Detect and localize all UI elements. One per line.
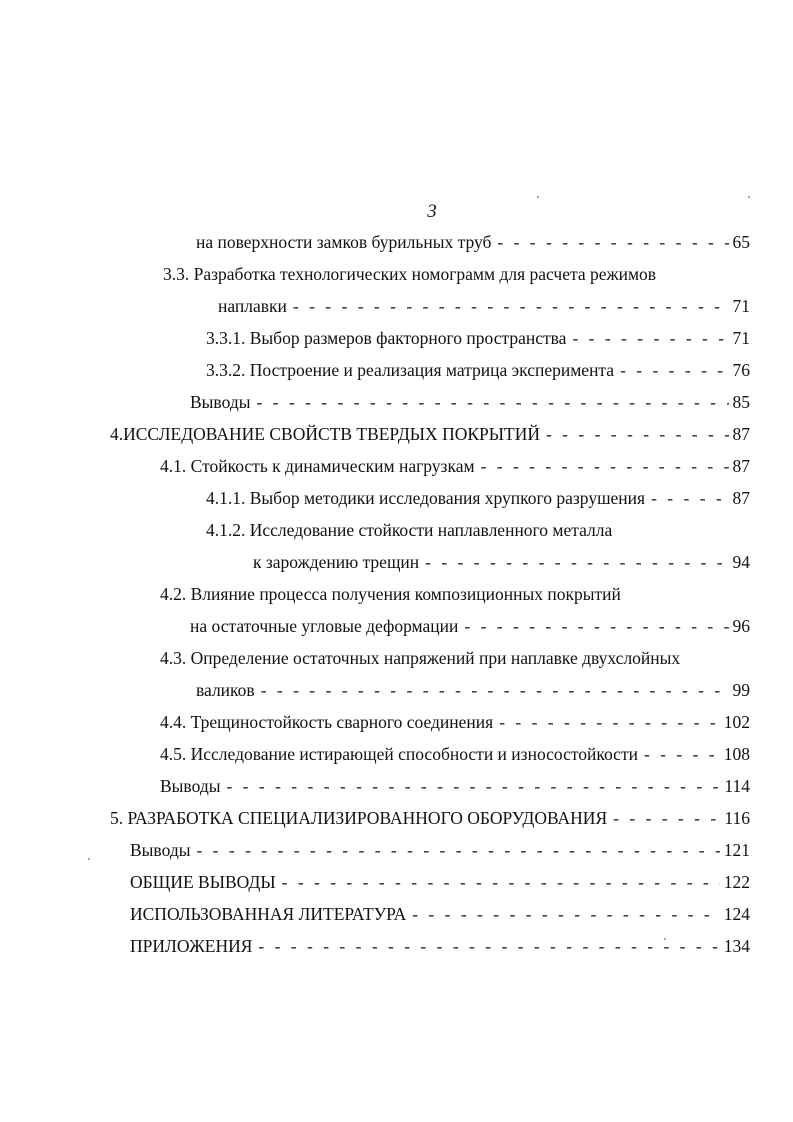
toc-leader	[572, 326, 728, 350]
toc-entry	[130, 838, 750, 862]
toc-entry	[218, 294, 750, 318]
toc-entry	[163, 262, 656, 286]
toc-entry	[110, 806, 750, 830]
toc-entry-page: 96	[732, 616, 750, 636]
toc-entry-title: Выводы	[190, 392, 251, 412]
toc-entry	[130, 870, 750, 894]
toc-leader	[497, 230, 728, 254]
toc-entry-page: 94	[732, 552, 750, 572]
toc-leader	[546, 422, 729, 446]
toc-entry-page: 65	[732, 232, 750, 252]
toc-entry-page: 124	[723, 904, 750, 924]
toc-entry-title: к зарождению трещин	[253, 552, 420, 572]
toc-entry-title: ОБЩИЕ ВЫВОДЫ	[130, 872, 276, 892]
toc-entry	[206, 358, 750, 382]
toc-entry-title: ПРИЛОЖЕНИЯ	[130, 936, 253, 956]
toc-entry-page: 85	[732, 392, 750, 412]
toc-leader	[651, 486, 728, 510]
toc-entry-page: 87	[732, 456, 750, 476]
toc-leader	[464, 614, 728, 638]
toc-entry	[206, 486, 750, 510]
toc-entry-page: 87	[732, 424, 750, 444]
toc-entry-page: 71	[732, 328, 750, 348]
toc-entry	[160, 774, 750, 798]
toc-entry-page: 102	[723, 712, 750, 732]
toc-entry	[130, 902, 750, 926]
toc-entry	[206, 326, 750, 350]
toc-entry-title: 4.1.2. Исследование стойкости наплавленного металла	[206, 520, 613, 540]
toc-entry	[160, 582, 621, 606]
toc-entry	[160, 710, 750, 734]
toc-leader	[481, 454, 729, 478]
toc-leader	[282, 870, 720, 894]
toc-entry-page: 122	[723, 872, 750, 892]
toc-leader	[293, 294, 729, 318]
toc-leader	[196, 838, 719, 862]
toc-entry-title: на поверхности замков бурильных труб	[196, 232, 492, 252]
toc-leader	[499, 710, 720, 734]
toc-entry	[110, 422, 750, 446]
toc-leader	[258, 934, 719, 958]
toc-entry-page: 108	[723, 744, 750, 764]
toc-entry-title: 4.1. Стойкость к динамическим нагрузкам	[160, 456, 475, 476]
toc-entry-title: 3.3. Разработка технологических номограмм для расчета режимов	[163, 264, 657, 284]
scan-speck	[537, 196, 539, 198]
toc-leader	[620, 358, 728, 382]
toc-entry-title: 4.ИССЛЕДОВАНИЕ СВОЙСТВ ТВЕРДЫХ ПОКРЫТИЙ	[110, 424, 540, 444]
toc-entry-page: 121	[723, 840, 750, 860]
toc-entry-page: 134	[723, 936, 750, 956]
toc-entry-page: 87	[732, 488, 750, 508]
toc-entry	[130, 934, 750, 958]
toc-entry	[253, 550, 750, 574]
toc-entry-title: 5. РАЗРАБОТКА СПЕЦИАЛИЗИРОВАННОГО ОБОРУДОВАНИЯ	[110, 808, 608, 828]
toc-entry-title: на остаточные угловые деформации	[190, 616, 459, 636]
toc-entry-title: Выводы	[160, 776, 221, 796]
toc-entry	[196, 678, 750, 702]
toc-entry	[196, 230, 750, 254]
toc-entry-page: 76	[732, 360, 750, 380]
toc-entry-page: 114	[724, 776, 750, 796]
toc-entry-title: 3.3.1. Выбор размеров факторного пространства	[206, 328, 567, 348]
toc-entry-title: наплавки	[218, 296, 287, 316]
toc-entry-page: 116	[724, 808, 750, 828]
toc-entry	[206, 518, 612, 542]
scan-speck	[664, 938, 666, 940]
toc-entry-title: 4.2. Влияние процесса получения композиционных покрытий	[160, 584, 621, 604]
toc-entry-title: 4.5. Исследование истирающей способности и износостойкости	[160, 744, 638, 764]
toc-entry	[190, 390, 750, 414]
scan-speck	[748, 196, 750, 198]
toc-leader	[613, 806, 720, 830]
toc-entry-page: 99	[732, 680, 750, 700]
toc-entry-title: Выводы	[130, 840, 191, 860]
toc-entry-title: 4.3. Определение остаточных напряжений при наплавке двухслойных	[160, 648, 681, 668]
toc-leader	[261, 678, 729, 702]
toc-entry-page: 71	[732, 296, 750, 316]
toc-leader	[412, 902, 720, 926]
toc-leader	[644, 742, 720, 766]
toc-entry-title: 4.1.1. Выбор методики исследования хрупкого разрушения	[206, 488, 646, 508]
toc-leader	[256, 390, 728, 414]
toc-entry-title: ИСПОЛЬЗОВАННАЯ ЛИТЕРАТУРА	[130, 904, 407, 924]
page-number: 3	[427, 201, 437, 222]
scan-speck	[88, 858, 90, 860]
toc-entry-title: 4.4. Трещиностойкость сварного соединения	[160, 712, 494, 732]
toc-entry	[190, 614, 750, 638]
toc-entry	[160, 742, 750, 766]
toc-entry	[160, 454, 750, 478]
toc-entry-title: 3.3.2. Построение и реализация матрица эксперимента	[206, 360, 615, 380]
toc-entry-title: валиков	[196, 680, 255, 700]
toc-leader	[425, 550, 728, 574]
toc-leader	[226, 774, 720, 798]
toc-entry	[160, 646, 680, 670]
